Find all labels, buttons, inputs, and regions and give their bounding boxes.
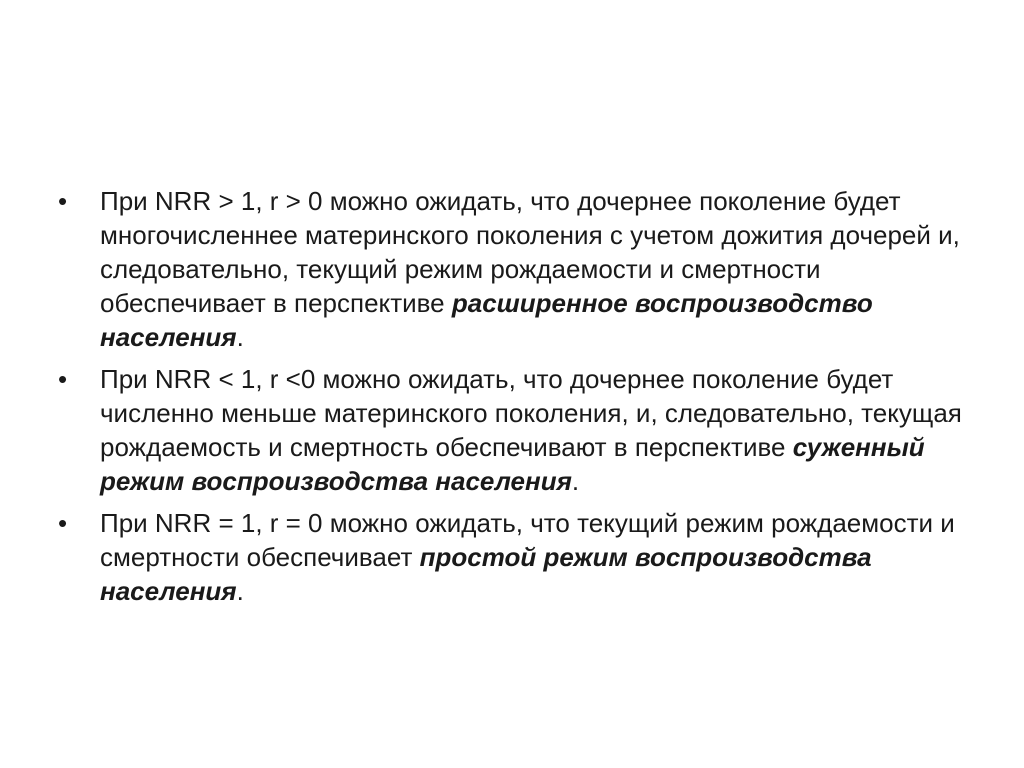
bullet-emphasis: расширенное воспроизводство населения: [100, 288, 873, 352]
list-item: [58, 184, 978, 354]
bullet-end: .: [236, 322, 244, 352]
bullet-icon: •: [58, 508, 68, 538]
bullet-text: При NRR = 1, r = 0 можно ожидать, что текущий режим рождаемости и смертности обеспечивает: [100, 508, 955, 572]
bullet-end: .: [236, 576, 244, 606]
list-item: [58, 506, 978, 608]
bullet-emphasis: суженный режим воспроизводства населения: [100, 432, 925, 496]
bullet-icon: •: [58, 186, 68, 216]
bullet-text: При NRR > 1, r > 0 можно ожидать, что дочернее поколение будет многочисленнее материнского поколения с учетом дожития дочерей и, следовательно, текущий режим рождаемости и смертности обеспечивает в перспективе: [100, 186, 960, 318]
list-item: [58, 362, 978, 498]
bullet-text: При NRR < 1, r <0 можно ожидать, что дочернее поколение будет численно меньше материнского поколения, и, следовательно, текущая рождаемость и смертность обеспечивают в перспективе: [100, 364, 962, 462]
bullet-emphasis: простой режим воспроизводства населения: [100, 542, 872, 606]
bullet-icon: •: [58, 364, 68, 394]
bullet-list: [58, 184, 978, 616]
bullet-end: .: [571, 466, 580, 496]
